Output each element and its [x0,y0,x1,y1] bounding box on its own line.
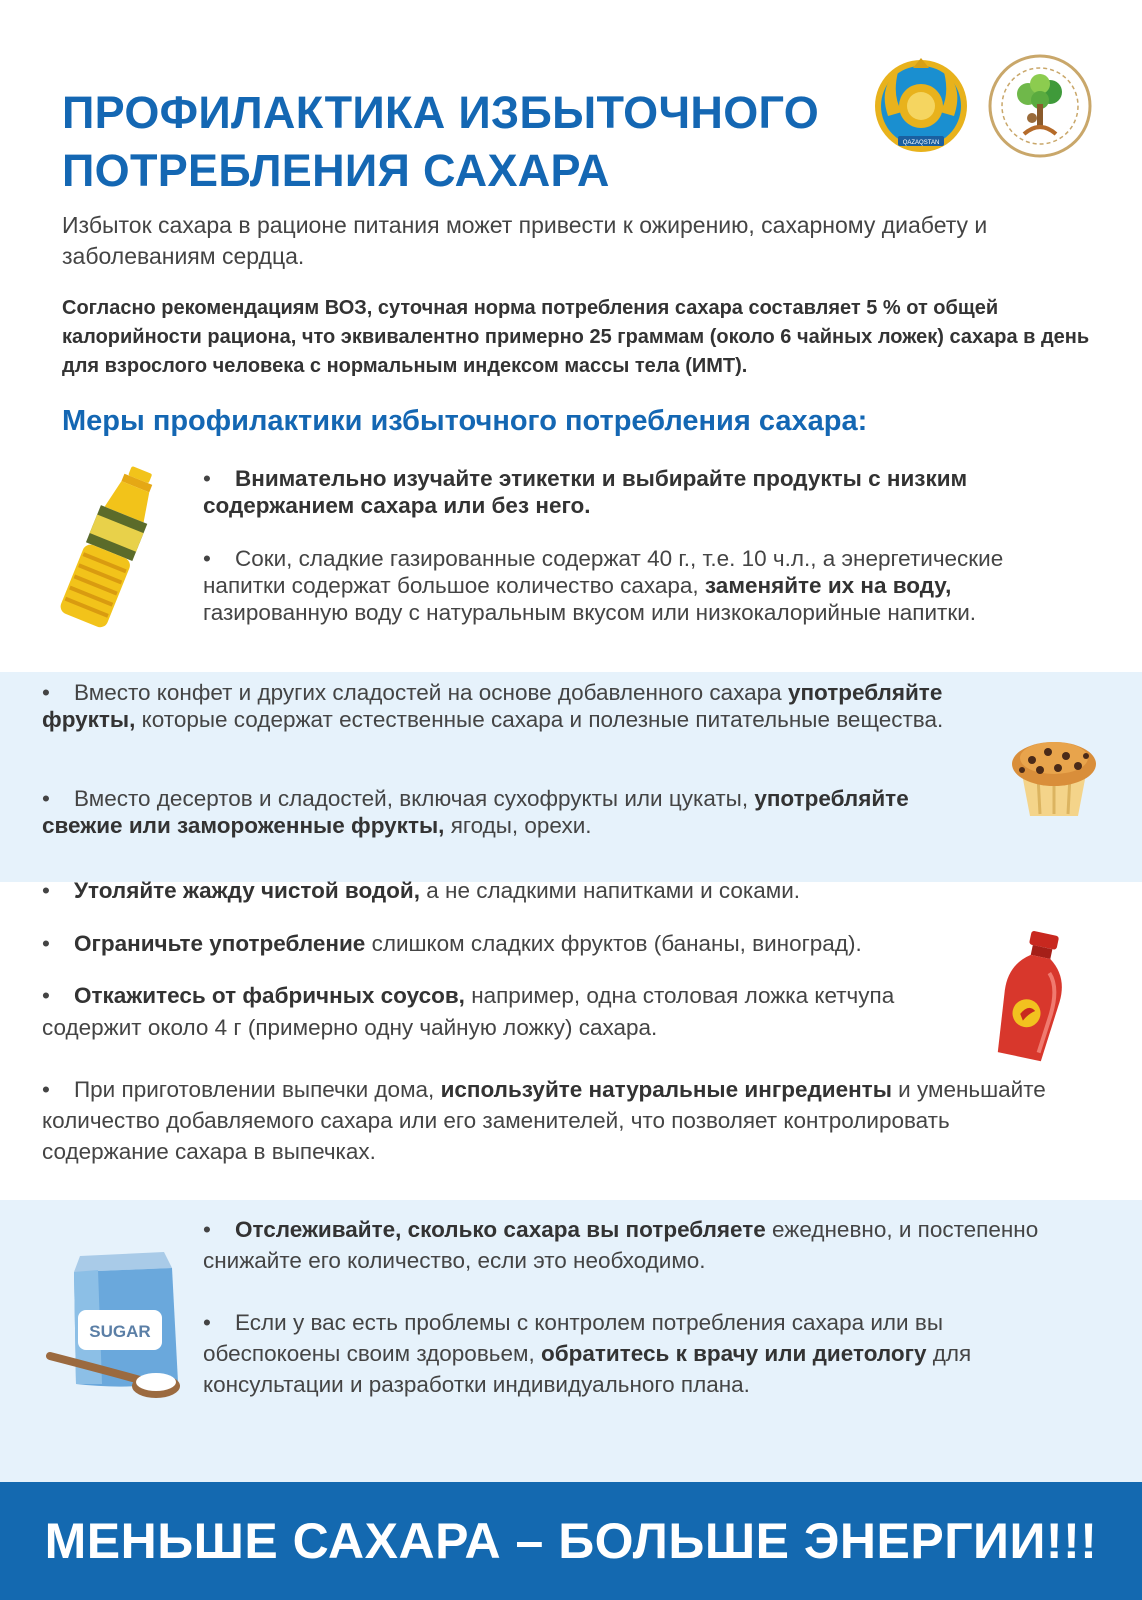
muffin-icon [1008,730,1100,820]
bullet-marker: • [42,680,50,705]
bullet-bold: Откажитесь от фабричных соусов, [74,983,465,1008]
bullet-bold: заменяйте их на воду, [704,573,952,598]
bullet-marker: • [42,878,50,903]
bullet-bold: используйте натуральные ингредиенты [440,1077,892,1102]
bullet-marker: • [42,786,50,811]
bullet-bold: Внимательно изучайте этикетки и выбирайте продукты с низким содержанием сахара или без него. [203,466,968,518]
section-title: Меры профилактики избыточного потребления сахара: [62,405,868,437]
who-recommendation: Согласно рекомендациям ВОЗ, суточная норма потребления сахара составляет 5 % от общей калорийности рациона, что эквивалентно примерно 25 граммам (около 6 чайных ложек) сахара в день для взрослого человека с нормальным индексом массы тела (ИМТ). [62,297,1090,377]
list-item [203,465,1083,519]
sugar-bag-icon [44,1248,194,1408]
public-health-center-logo [984,50,1096,162]
ketchup-bottle-icon [984,930,1080,1064]
bullet-bold: Ограничьте употребление [74,931,366,956]
list-item: • При приготовлении выпечки дома, используйте натуральные ингредиенты и уменьшайте количество добавляемого сахара или его заменителей, что позволяет контролировать содержание сахара в выпечках. [42,1074,1052,1167]
list-item: • Отслеживайте, сколько сахара вы потребляете ежедневно, и постепенно снижайте его количество, если это необходимо. [203,1214,1083,1276]
list-item: • Вместо десертов и сладостей, включая сухофрукты или цукаты, употребляйте свежие или замороженные фрукты, ягоды, орехи. [42,786,909,838]
footer-banner [0,1482,1142,1600]
bullet-bold: употребляйте фрукты, [42,680,943,732]
list-item: • Ограничьте употребление слишком сладких фруктов (бананы, виноград). [42,931,862,956]
sugar-bag-label: SUGAR [89,1322,151,1341]
bullet-marker: • [42,931,50,956]
oil-bottle-icon [52,462,170,632]
footer-slogan: МЕНЬШЕ САХАРА – БОЛЬШЕ ЭНЕРГИИ!!! [44,1513,1098,1569]
bullet-bold: Отслеживайте, сколько сахара вы потребляете [235,1217,766,1242]
intro-text: Избыток сахара в рационе питания может привести к ожирению, сахарному диабету и заболеваниям сердца. [62,212,988,269]
list-item: • Соки, сладкие газированные содержат 40 г., т.е. 10 ч.л., а энергетические напитки содержат большое количество сахара, заменяйте их на воду, газированную воду с натуральным вкусом или низкокалорийные напитки. [203,546,1004,625]
bullet-marker: • [42,1077,50,1102]
page-title [62,84,862,200]
bullet-marker: • [42,983,50,1008]
title-line-1: ПРОФИЛАКТИКА ИЗБЫТОЧНОГО [62,87,820,138]
bullet-marker: • [203,466,211,491]
list-item: • Откажитесь от фабричных соусов, например, одна столовая ложка кетчупа содержит около 4 г (примерно одну чайную ложку) сахара. [42,980,992,1044]
emblem-label: QAZAQSTAN [902,140,940,146]
title-line-2: ПОТРЕБЛЕНИЯ САХАРА [62,145,610,196]
bullet-bold: употребляйте свежие или замороженные фрукты, [42,786,909,838]
list-item: • Утоляйте жажду чистой водой, а не сладкими напитками и соками. [42,878,801,903]
bullet-marker: • [203,1310,211,1335]
list-item: • Вместо конфет и других сладостей на основе добавленного сахара употребляйте фрукты, которые содержат естественные сахара и полезные питательные вещества. [42,680,944,732]
bullet-marker: • [203,1217,211,1242]
list-item: • Если у вас есть проблемы с контролем потребления сахара или вы обеспокоены своим здоровьем, обратитесь к врачу или диетологу для консультации и разработки индивидуального плана. [203,1307,1083,1400]
bullet-bold: обратитесь к врачу или диетологу [540,1341,927,1366]
kazakhstan-emblem-icon [868,56,974,156]
bullet-bold: Утоляйте жажду чистой водой, [74,878,421,903]
bullet-marker: • [203,546,211,571]
